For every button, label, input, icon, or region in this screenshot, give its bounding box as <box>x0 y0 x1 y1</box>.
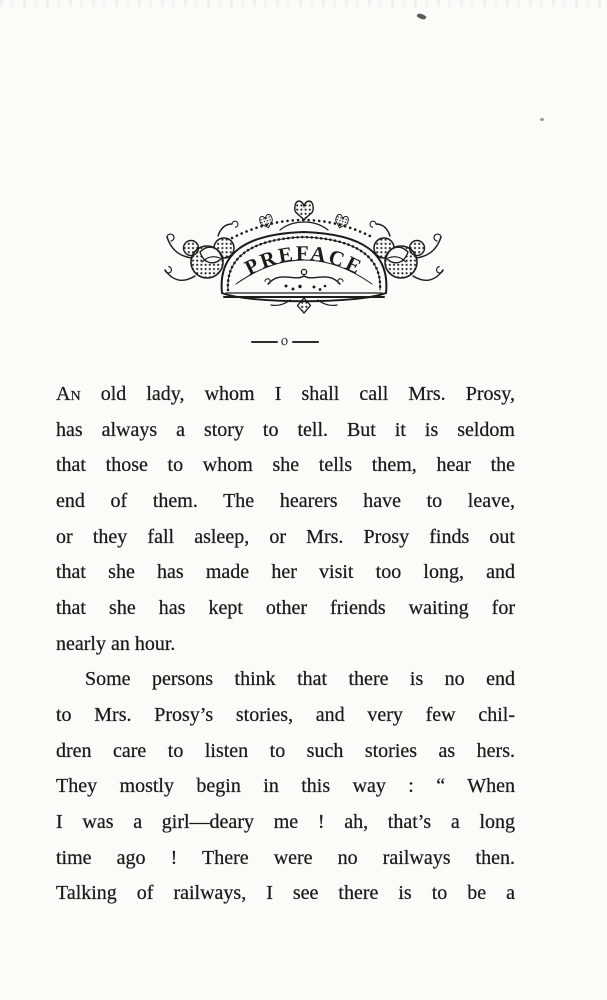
text-line: that those to whom she tells them, hear the <box>56 454 515 477</box>
text-line: end of them. The hearers have to leave, <box>56 489 515 512</box>
text-line: time ago ! There were no railways then. <box>56 846 515 869</box>
opening-smallcaps: n <box>70 383 81 405</box>
ink-speck-small <box>540 118 544 121</box>
opening-initial: A <box>56 383 71 405</box>
preface-ornament-drawing <box>162 196 446 314</box>
text-line: dren care to listen to such stories as hers. <box>56 739 515 762</box>
divider-rule-left <box>251 341 278 343</box>
text-line: to Mrs. Prosy’s stories, and very few chil- <box>56 703 515 726</box>
text-line: They mostly begin in this way : “ When <box>56 775 515 798</box>
body-text <box>56 377 515 912</box>
section-divider <box>251 332 319 352</box>
text-line <box>56 377 515 413</box>
divider-rule-right <box>292 341 319 343</box>
preface-ornament <box>162 196 446 314</box>
text-line: Talking of railways, I see there is to be a <box>56 882 515 905</box>
text-line: nearly an hour. <box>56 632 176 655</box>
preface-title: PREFACE <box>240 240 368 280</box>
ink-speck <box>416 12 426 21</box>
scan-edge-noise <box>0 0 607 7</box>
text-line: that she has made her visit too long, and <box>56 561 515 584</box>
text-line: Some persons think that there is no end <box>85 668 515 691</box>
text-line-rest: old lady, whom I shall call Mrs. Prosy, <box>80 383 515 405</box>
text-line: that she has kept other friends waiting for <box>56 596 515 619</box>
text-line: has always a story to tell. But it is seldom <box>56 418 515 441</box>
text-line: or they fall asleep, or Mrs. Prosy finds out <box>56 525 515 548</box>
divider-symbol: o <box>278 331 291 350</box>
text-line: I was a girl—deary me ! ah, that’s a long <box>56 810 515 833</box>
